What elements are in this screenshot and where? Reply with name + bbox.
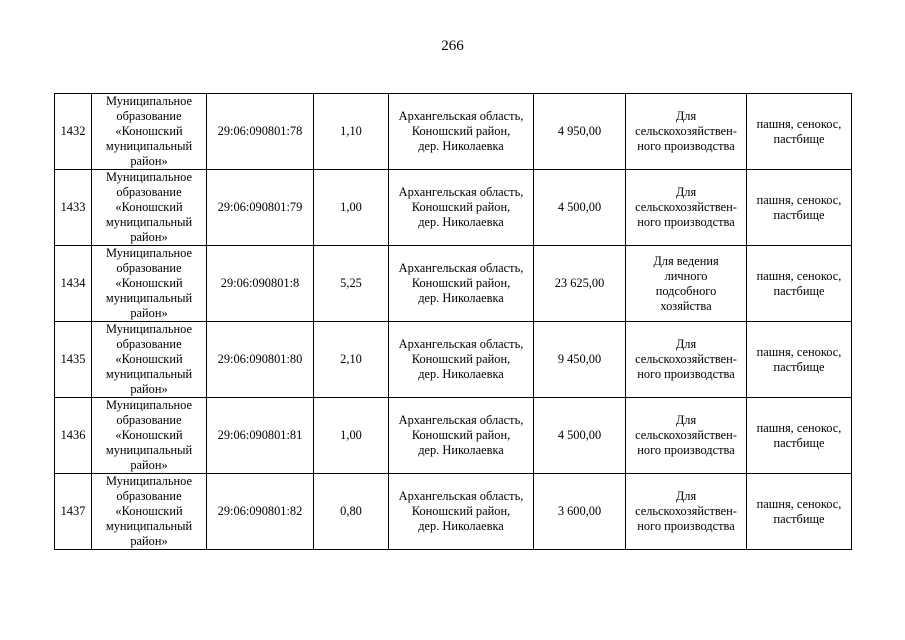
owner-line: Муниципальное <box>106 398 192 412</box>
address-line: Архангельская область, <box>398 337 524 351</box>
land-type-line: пашня, сенокос, <box>756 268 842 283</box>
permitted-use-line: ного производства <box>637 443 735 457</box>
owner-line: район» <box>130 534 168 548</box>
permitted-use-line: ного производства <box>637 367 735 381</box>
address-line: Коношский район, <box>411 428 511 442</box>
table-row <box>55 474 852 550</box>
land-type-line: пастбище <box>773 359 825 374</box>
permitted-use-line: Для <box>675 109 697 123</box>
owner-line: «Коношский <box>115 504 183 518</box>
owner-line: «Коношский <box>115 428 183 442</box>
area-cell: 5,25 <box>314 246 389 322</box>
owner-line: район» <box>130 306 168 320</box>
address-cell <box>389 398 534 474</box>
address-cell <box>389 246 534 322</box>
owner-line: Муниципальное <box>106 246 192 260</box>
cadastral-number-cell: 29:06:090801:82 <box>207 474 314 550</box>
land-type-line: пашня, сенокос, <box>756 420 842 435</box>
land-type-line: пастбище <box>773 435 825 450</box>
owner-cell <box>92 170 207 246</box>
permitted-use-line: сельскохозяйствен- <box>635 200 737 214</box>
permitted-use-cell <box>626 474 747 550</box>
permitted-use-line: личного <box>664 268 708 283</box>
land-type-line: пастбище <box>773 207 825 222</box>
permitted-use-cell <box>626 322 747 398</box>
owner-cell <box>92 322 207 398</box>
area-cell: 0,80 <box>314 474 389 550</box>
row-number-cell: 1436 <box>55 398 92 474</box>
land-type-cell <box>747 170 852 246</box>
owner-line: Муниципальное <box>106 170 192 184</box>
owner-line: район» <box>130 230 168 244</box>
land-registry-table <box>54 93 852 550</box>
address-line: дер. Николаевка <box>418 443 504 457</box>
land-type-line: пастбище <box>773 283 825 298</box>
address-cell <box>389 322 534 398</box>
owner-line: муниципальный <box>105 291 193 305</box>
address-cell <box>389 94 534 170</box>
cadastral-number-cell: 29:06:090801:81 <box>207 398 314 474</box>
permitted-use-line: ного производства <box>637 139 735 153</box>
land-type-line: пашня, сенокос, <box>756 496 842 511</box>
address-line: Архангельская область, <box>398 261 524 275</box>
permitted-use-line: подсобного <box>655 283 717 298</box>
address-line: Архангельская область, <box>398 413 524 427</box>
address-line: Архангельская область, <box>398 109 524 123</box>
cadastral-number-cell: 29:06:090801:80 <box>207 322 314 398</box>
address-line: Коношский район, <box>411 276 511 290</box>
land-type-line: пастбище <box>773 131 825 146</box>
land-type-cell <box>747 246 852 322</box>
address-line: Коношский район, <box>411 124 511 138</box>
permitted-use-line: хозяйства <box>660 298 712 313</box>
area-cell: 1,00 <box>314 398 389 474</box>
permitted-use-line: Для <box>675 413 697 427</box>
owner-line: муниципальный <box>105 443 193 457</box>
price-cell: 4 500,00 <box>534 170 626 246</box>
owner-line: муниципальный <box>105 139 193 153</box>
owner-line: муниципальный <box>105 367 193 381</box>
table-row <box>55 398 852 474</box>
owner-line: образование <box>116 185 182 199</box>
price-cell: 3 600,00 <box>534 474 626 550</box>
address-cell <box>389 170 534 246</box>
owner-line: «Коношский <box>115 200 183 214</box>
row-number-cell: 1437 <box>55 474 92 550</box>
address-line: дер. Николаевка <box>418 139 504 153</box>
address-cell <box>389 474 534 550</box>
table-row <box>55 170 852 246</box>
price-cell: 9 450,00 <box>534 322 626 398</box>
land-type-line: пашня, сенокос, <box>756 344 842 359</box>
owner-cell <box>92 246 207 322</box>
area-cell: 2,10 <box>314 322 389 398</box>
land-type-cell <box>747 398 852 474</box>
table-row <box>55 322 852 398</box>
address-line: Коношский район, <box>411 200 511 214</box>
land-type-line: пашня, сенокос, <box>756 192 842 207</box>
owner-line: образование <box>116 489 182 503</box>
cadastral-number-cell: 29:06:090801:79 <box>207 170 314 246</box>
row-number-cell: 1432 <box>55 94 92 170</box>
row-number-cell: 1435 <box>55 322 92 398</box>
owner-line: район» <box>130 382 168 396</box>
area-cell: 1,00 <box>314 170 389 246</box>
owner-line: район» <box>130 458 168 472</box>
land-type-cell <box>747 322 852 398</box>
address-line: Архангельская область, <box>398 489 524 503</box>
land-type-cell <box>747 94 852 170</box>
permitted-use-cell <box>626 398 747 474</box>
cadastral-number-cell: 29:06:090801:78 <box>207 94 314 170</box>
owner-cell <box>92 474 207 550</box>
land-type-line: пашня, сенокос, <box>756 116 842 131</box>
owner-line: Муниципальное <box>106 322 192 336</box>
owner-line: «Коношский <box>115 124 183 138</box>
owner-cell <box>92 94 207 170</box>
address-line: Коношский район, <box>411 352 511 366</box>
owner-line: «Коношский <box>115 352 183 366</box>
address-line: дер. Николаевка <box>418 291 504 305</box>
row-number-cell: 1433 <box>55 170 92 246</box>
owner-line: Муниципальное <box>106 94 192 108</box>
area-cell: 1,10 <box>314 94 389 170</box>
address-line: дер. Николаевка <box>418 519 504 533</box>
owner-line: «Коношский <box>115 276 183 290</box>
permitted-use-line: ного производства <box>637 519 735 533</box>
price-cell: 23 625,00 <box>534 246 626 322</box>
permitted-use-line: сельскохозяйствен- <box>635 352 737 366</box>
address-line: дер. Николаевка <box>418 367 504 381</box>
page-number: 266 <box>441 38 464 54</box>
permitted-use-line: ного производства <box>637 215 735 229</box>
permitted-use-line: Для <box>675 489 697 503</box>
owner-line: образование <box>116 413 182 427</box>
permitted-use-line: Для <box>675 185 697 199</box>
permitted-use-line: Для <box>675 337 697 351</box>
owner-line: муниципальный <box>105 519 193 533</box>
cadastral-number-cell: 29:06:090801:8 <box>207 246 314 322</box>
address-line: Архангельская область, <box>398 185 524 199</box>
owner-line: район» <box>130 154 168 168</box>
owner-line: образование <box>116 109 182 123</box>
owner-line: Муниципальное <box>106 474 192 488</box>
owner-line: образование <box>116 261 182 275</box>
permitted-use-line: Для ведения <box>653 253 719 268</box>
permitted-use-line: сельскохозяйствен- <box>635 428 737 442</box>
table-row <box>55 94 852 170</box>
price-cell: 4 950,00 <box>534 94 626 170</box>
owner-line: муниципальный <box>105 215 193 229</box>
permitted-use-cell <box>626 246 747 322</box>
owner-cell <box>92 398 207 474</box>
address-line: дер. Николаевка <box>418 215 504 229</box>
land-type-line: пастбище <box>773 511 825 526</box>
table-row <box>55 246 852 322</box>
table-body <box>55 94 852 550</box>
land-type-cell <box>747 474 852 550</box>
row-number-cell: 1434 <box>55 246 92 322</box>
address-line: Коношский район, <box>411 504 511 518</box>
permitted-use-cell <box>626 170 747 246</box>
price-cell: 4 500,00 <box>534 398 626 474</box>
owner-line: образование <box>116 337 182 351</box>
permitted-use-line: сельскохозяйствен- <box>635 504 737 518</box>
permitted-use-cell <box>626 94 747 170</box>
permitted-use-line: сельскохозяйствен- <box>635 124 737 138</box>
